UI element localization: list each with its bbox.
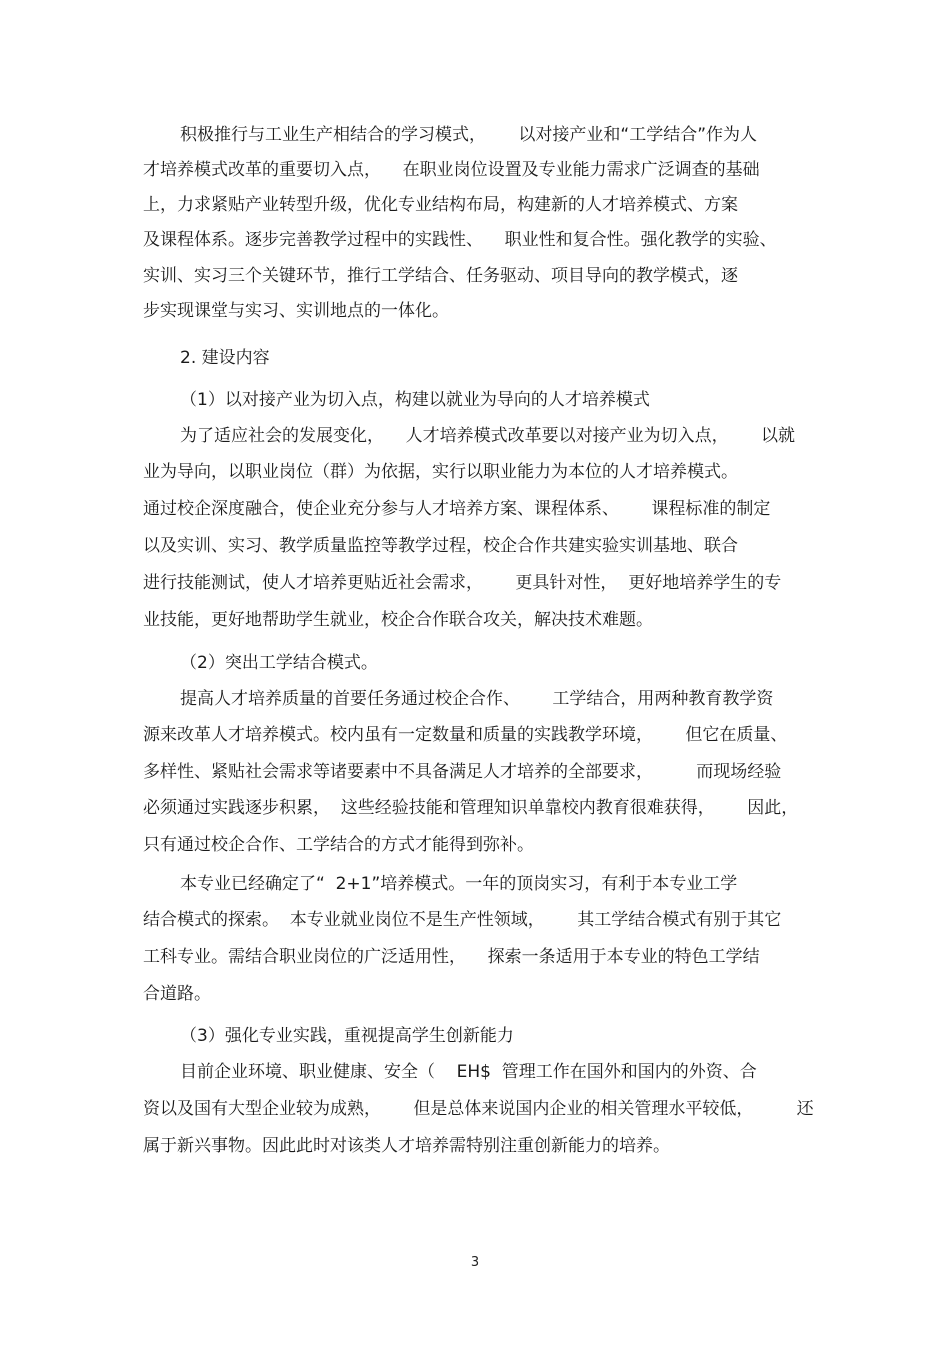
paragraph-1-line-2: 才培养模式改革的重要切入点， 在职业岗位设置及专业能力需求广泛调查的基础: [143, 160, 760, 180]
paragraph-5-line-1: 目前企业环境、职业健康、安全（ EH$ 管理工作在国外和国内的外资、合: [180, 1062, 757, 1082]
subsection-heading-1: （1）以对接产业为切入点，构建以就业为导向的人才培养模式: [180, 390, 650, 410]
paragraph-5-line-2: 资以及国有大型企业较为成熟， 但是总体来说国内企业的相关管理水平较低， 还: [143, 1099, 814, 1119]
paragraph-1-line-3: 上，力求紧贴产业转型升级，优化专业结构布局，构建新的人才培养模式、方案: [143, 195, 738, 215]
paragraph-4-line-4: 合道路。: [143, 984, 211, 1004]
paragraph-3-line-3: 多样性、紧贴社会需求等诸要素中不具备满足人才培养的全部要求， 而现场经验: [143, 762, 782, 782]
paragraph-2-line-6: 业技能，更好地帮助学生就业，校企合作联合攻关，解决技术难题。: [143, 610, 653, 630]
paragraph-3-line-2: 源来改革人才培养模式。校内虽有一定数量和质量的实践教学环境， 但它在质量、: [143, 725, 788, 745]
paragraph-4-line-3: 工科专业。需结合职业岗位的广泛适用性， 探索一条适用于本专业的特色工学结: [143, 947, 760, 967]
paragraph-1-line-6: 步实现课堂与实习、实训地点的一体化。: [143, 301, 449, 321]
paragraph-1-line-5: 实训、实习三个关键环节，推行工学结合、任务驱动、项目导向的教学模式，逐: [143, 266, 738, 286]
paragraph-2-line-5: 进行技能测试，使人才培养更贴近社会需求， 更具针对性， 更好地培养学生的专: [143, 573, 782, 593]
paragraph-2-line-2: 业为导向，以职业岗位（群）为依据，实行以职业能力为本位的人才培养模式。: [143, 462, 738, 482]
paragraph-5-line-3: 属于新兴事物。因此此时对该类人才培养需特别注重创新能力的培养。: [143, 1136, 670, 1156]
paragraph-3-line-4: 必须通过实践逐步积累， 这些经验技能和管理知识单靠校内教育很难获得， 因此，: [143, 798, 799, 818]
paragraph-4-line-2: 结合模式的探索。 本专业就业岗位不是生产性领域， 其工学结合模式有别于其它: [143, 910, 782, 930]
subsection-heading-3: （3）强化专业实践，重视提高学生创新能力: [180, 1026, 514, 1046]
page-number: 3: [470, 1255, 480, 1270]
subsection-heading-2: （2）突出工学结合模式。: [180, 653, 378, 673]
paragraph-2-line-4: 以及实训、实习、教学质量监控等教学过程，校企合作共建实验实训基地、联合: [143, 536, 738, 556]
paragraph-2-line-1: 为了适应社会的发展变化， 人才培养模式改革要以对接产业为切入点， 以就: [180, 426, 796, 446]
paragraph-4-line-1: 本专业已经确定了“ 2+1”培养模式。一年的顶岗实习，有利于本专业工学: [180, 874, 738, 894]
paragraph-2-line-3: 通过校企深度融合，使企业充分参与人才培养方案、课程体系、 课程标准的制定: [143, 499, 771, 519]
paragraph-1-line-1: 积极推行与工业生产相结合的学习模式， 以对接产业和“工学结合”作为人: [180, 125, 758, 145]
paragraph-3-line-5: 只有通过校企合作、工学结合的方式才能得到弥补。: [143, 835, 534, 855]
paragraph-3-line-1: 提高人才培养质量的首要任务通过校企合作、 工学结合，用两种教育教学资: [180, 689, 774, 709]
section-heading-2: 2. 建设内容: [180, 348, 270, 368]
paragraph-1-line-4: 及课程体系。逐步完善教学过程中的实践性、 职业性和复合性。强化教学的实验、: [143, 230, 777, 250]
